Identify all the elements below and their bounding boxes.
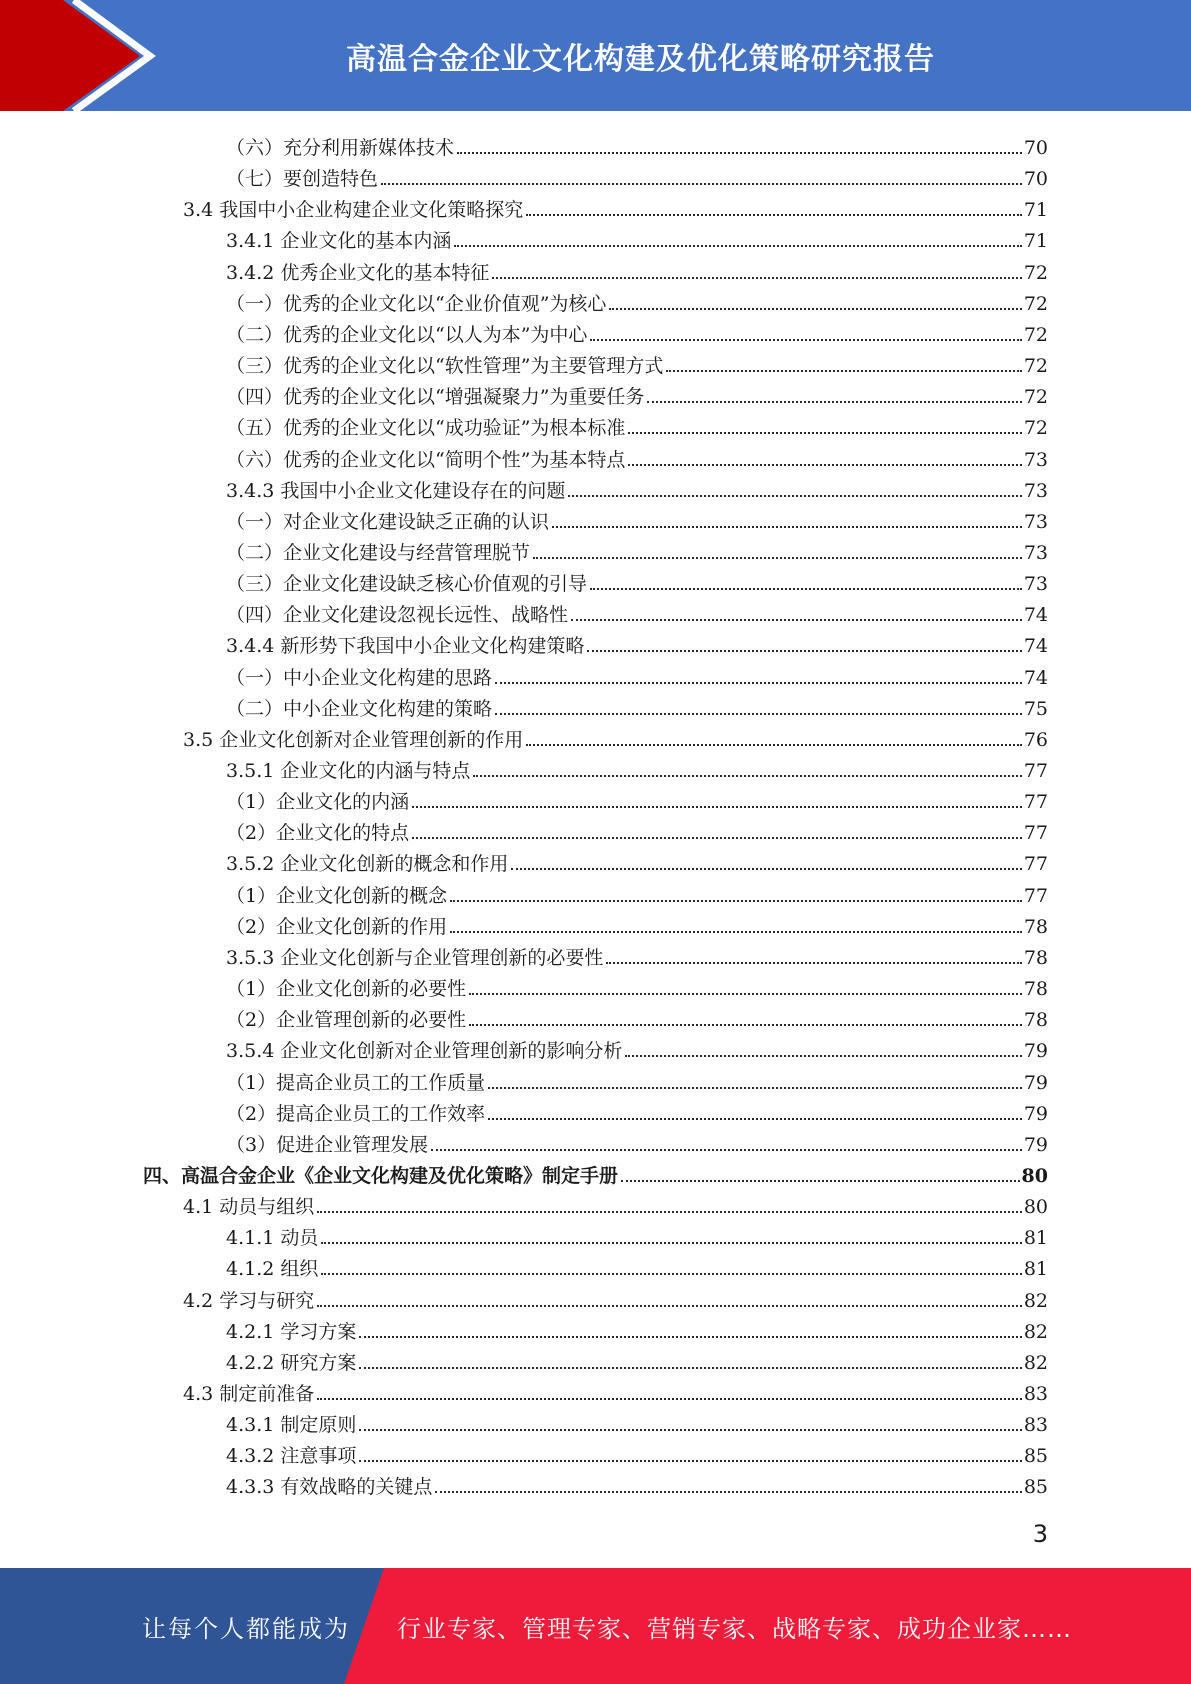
toc-entry[interactable] <box>0 346 1191 377</box>
toc-leader-dots <box>359 1459 1021 1462</box>
toc-entry-label: （四）优秀的企业文化以“增强凝聚力”为重要任务 <box>226 386 645 409</box>
toc-leader-dots <box>571 618 1022 621</box>
toc-entry[interactable] <box>0 440 1191 471</box>
toc-entry-page: 82 <box>1023 1289 1048 1312</box>
toc-entry-page: 73 <box>1023 541 1048 564</box>
toc-entry-page: 81 <box>1023 1227 1048 1250</box>
toc-entry-label: （一）中小企业文化构建的思路 <box>226 666 493 689</box>
toc-entry[interactable] <box>0 284 1191 315</box>
toc-leader-dots <box>647 400 1021 403</box>
toc-entry[interactable] <box>0 1000 1191 1031</box>
toc-entry-label: （1）提高企业员工的工作质量 <box>226 1071 486 1094</box>
toc-entry-page: 72 <box>1023 386 1048 409</box>
toc-entry[interactable] <box>0 533 1191 564</box>
toc-entry[interactable] <box>0 159 1191 190</box>
toc-entry-page: 71 <box>1023 199 1048 222</box>
toc-entry[interactable] <box>0 1125 1191 1156</box>
toc-entry-label: 4.3.1 制定原则 <box>226 1414 357 1437</box>
toc-entry-label: （2）提高企业员工的工作效率 <box>226 1102 486 1125</box>
toc-leader-dots <box>609 307 1021 310</box>
toc-entry-page: 85 <box>1023 1445 1048 1468</box>
toc-entry-label: 3.5.4 企业文化创新对企业管理创新的影响分析 <box>226 1040 623 1063</box>
toc-entry[interactable] <box>0 253 1191 284</box>
document-title: 高温合金企业文化构建及优化策略研究报告 <box>346 41 935 77</box>
toc-entry[interactable] <box>0 128 1191 159</box>
toc-entry-label: 4.3.3 有效战略的关键点 <box>226 1476 433 1499</box>
toc-entry-label: 4.3.2 注意事项 <box>226 1445 357 1468</box>
toc-entry[interactable] <box>0 844 1191 875</box>
toc-leader-dots <box>317 1397 1022 1400</box>
toc-entry-label: （1）企业文化创新的必要性 <box>226 978 467 1001</box>
toc-leader-dots <box>587 649 1021 652</box>
toc-leader-dots <box>469 992 1022 995</box>
toc-entry-page: 71 <box>1023 230 1048 253</box>
toc-leader-dots <box>495 712 1022 715</box>
toc-leader-dots <box>628 431 1021 434</box>
toc-leader-dots <box>495 681 1022 684</box>
toc-leader-dots <box>511 867 1021 870</box>
toc-entry[interactable] <box>0 471 1191 502</box>
toc-entry-label: （三）企业文化建设缺乏核心价值观的引导 <box>226 573 588 596</box>
toc-leader-dots <box>628 463 1021 466</box>
toc-entry-label: （2）企业文化的特点 <box>226 822 410 845</box>
toc-entry-label: 3.4.4 新形势下我国中小企业文化构建策略 <box>226 635 585 658</box>
toc-leader-dots <box>381 182 1022 185</box>
toc-entry[interactable] <box>0 907 1191 938</box>
toc-entry-label: （2）企业管理创新的必要性 <box>226 1009 467 1032</box>
toc-entry-page: 70 <box>1023 168 1048 191</box>
toc-entry-page: 77 <box>1023 760 1048 782</box>
toc-leader-dots <box>317 1304 1022 1307</box>
toc-entry-page: 77 <box>1023 822 1048 845</box>
toc-entry-label: （3）促进企业管理发展 <box>226 1133 429 1156</box>
toc-entry-page: 75 <box>1023 697 1048 720</box>
toc-entry-page: 72 <box>1023 292 1048 315</box>
toc-entry-label: 3.5.2 企业文化创新的概念和作用 <box>226 853 509 876</box>
toc-entry[interactable] <box>0 595 1191 626</box>
toc-entry-label: 4.1.1 动员 <box>226 1227 319 1250</box>
toc-entry-page: 72 <box>1023 261 1048 284</box>
toc-leader-dots <box>431 1148 1022 1151</box>
toc-entry[interactable] <box>0 751 1191 782</box>
footer-slogan-right: 行业专家、管理专家、营销专家、战略专家、成功企业家…… <box>397 1614 1072 1643</box>
toc-entry-page: 73 <box>1023 448 1048 471</box>
toc-entry[interactable] <box>0 1156 1191 1187</box>
toc-entry[interactable] <box>0 1312 1191 1343</box>
toc-entry-page: 70 <box>1023 137 1048 159</box>
toc-entry[interactable] <box>0 1343 1191 1374</box>
toc-leader-dots <box>450 899 1022 902</box>
toc-entry[interactable] <box>0 1436 1191 1467</box>
toc-entry-page: 74 <box>1023 666 1048 689</box>
page-header <box>0 0 1191 111</box>
toc-entry-label: 3.5.3 企业文化创新与企业管理创新的必要性 <box>226 946 604 969</box>
toc-entry-page: 74 <box>1023 604 1048 627</box>
toc-entry-page: 81 <box>1023 1258 1048 1281</box>
toc-entry-label: （四）企业文化建设忽视长远性、战略性 <box>226 604 569 627</box>
header-arrow-decoration <box>0 0 160 111</box>
toc-entry[interactable] <box>0 876 1191 907</box>
toc-entry[interactable] <box>0 1281 1191 1312</box>
toc-entry-page: 79 <box>1023 1040 1048 1063</box>
toc-entry-page: 79 <box>1023 1133 1048 1156</box>
toc-entry[interactable] <box>0 1218 1191 1249</box>
toc-entry-page: 72 <box>1023 417 1048 440</box>
toc-entry-label: （二）企业文化建设与经营管理脱节 <box>226 541 531 564</box>
toc-entry[interactable] <box>0 315 1191 346</box>
toc-leader-dots <box>435 1490 1021 1493</box>
toc-entry-label: 3.4 我国中小企业构建企业文化策略探究 <box>183 199 524 222</box>
toc-leader-dots <box>469 1023 1022 1026</box>
toc-entry-page: 85 <box>1023 1476 1048 1499</box>
toc-entry[interactable] <box>0 1187 1191 1218</box>
toc-entry[interactable] <box>0 564 1191 595</box>
toc-entry-label: （七）要创造特色 <box>226 168 379 191</box>
toc-leader-dots <box>621 1179 1020 1182</box>
toc-entry-page: 76 <box>1023 728 1048 751</box>
toc-leader-dots <box>450 930 1022 933</box>
toc-entry-label: 4.2.1 学习方案 <box>226 1320 357 1343</box>
toc-entry-label: 3.4.1 企业文化的基本内涵 <box>226 230 452 253</box>
toc-entry-label: 4.3 制定前准备 <box>183 1383 315 1405</box>
toc-leader-dots <box>473 774 1021 777</box>
toc-entry-label: （三）优秀的企业文化以“软性管理”为主要管理方式 <box>226 355 664 378</box>
toc-entry-label: （1）企业文化创新的概念 <box>226 884 448 907</box>
toc-leader-dots <box>412 836 1022 839</box>
toc-leader-dots <box>488 1086 1022 1089</box>
toc-entry[interactable] <box>0 969 1191 1000</box>
toc-entry-label: 四、高温合金企业《企业文化构建及优化策略》制定手册 <box>143 1164 619 1187</box>
toc-entry-page: 72 <box>1023 323 1048 346</box>
toc-leader-dots <box>321 1241 1021 1244</box>
toc-entry[interactable] <box>0 502 1191 533</box>
toc-entry-label: （六）充分利用新媒体技术 <box>226 137 455 159</box>
toc-leader-dots <box>359 1366 1021 1369</box>
toc-entry-page: 82 <box>1023 1320 1048 1343</box>
toc-entry[interactable] <box>0 408 1191 439</box>
toc-leader-dots <box>590 338 1021 341</box>
toc-entry-label: 3.4.2 优秀企业文化的基本特征 <box>226 261 490 284</box>
toc-entry[interactable] <box>0 377 1191 408</box>
toc-entry-label: （一）优秀的企业文化以“企业价值观”为核心 <box>226 292 607 315</box>
toc-leader-dots <box>552 525 1022 528</box>
toc-leader-dots <box>457 151 1022 154</box>
toc-entry-label: （二）中小企业文化构建的策略 <box>226 697 493 720</box>
toc-entry-label: （六）优秀的企业文化以“简明个性”为基本特点 <box>226 448 626 471</box>
toc-entry-label: 4.1 动员与组织 <box>183 1196 315 1219</box>
toc-entry[interactable] <box>0 1405 1191 1436</box>
toc-entry-label: 3.4.3 我国中小企业文化建设存在的问题 <box>226 479 566 502</box>
toc-leader-dots <box>454 244 1021 247</box>
toc-entry-label: （1）企业文化的内涵 <box>226 791 410 814</box>
toc-leader-dots <box>526 213 1022 216</box>
toc-entry-page: 82 <box>1023 1351 1048 1374</box>
toc-leader-dots <box>666 369 1021 372</box>
toc-entry[interactable] <box>0 190 1191 221</box>
toc-leader-dots <box>606 961 1021 964</box>
page-number: 3 <box>1032 1520 1048 1548</box>
toc-leader-dots <box>412 805 1022 808</box>
toc-leader-dots <box>533 556 1022 559</box>
toc-entry-label: 4.1.2 组织 <box>226 1258 319 1281</box>
toc-entry[interactable] <box>0 1063 1191 1094</box>
toc-entry-label: （二）优秀的企业文化以“以人为本”为中心 <box>226 323 588 346</box>
toc-entry-page: 78 <box>1023 915 1048 938</box>
toc-leader-dots <box>359 1428 1021 1431</box>
toc-entry-label: 3.5 企业文化创新对企业管理创新的作用 <box>183 728 524 751</box>
toc-entry-page: 80 <box>1023 1196 1048 1219</box>
toc-entry-page: 78 <box>1023 978 1048 1001</box>
toc-entry[interactable] <box>0 1249 1191 1280</box>
toc-entry[interactable] <box>0 658 1191 689</box>
toc-entry-page: 72 <box>1023 355 1048 378</box>
toc-entry-label: （2）企业文化创新的作用 <box>226 915 448 938</box>
toc-entry-page: 73 <box>1023 573 1048 596</box>
toc-leader-dots <box>526 743 1022 746</box>
toc-leader-dots <box>568 494 1021 497</box>
toc-entry-page: 79 <box>1023 1071 1048 1094</box>
toc-entry[interactable] <box>0 1467 1191 1498</box>
toc-entry-page: 73 <box>1023 510 1048 533</box>
page-footer <box>0 1568 1191 1684</box>
toc-entry-label: 4.2.2 研究方案 <box>226 1351 357 1374</box>
toc-entry-label: （一）对企业文化建设缺乏正确的认识 <box>226 510 550 533</box>
toc-leader-dots <box>321 1272 1021 1275</box>
toc-entry-page: 74 <box>1023 635 1048 658</box>
toc-entry[interactable] <box>0 1094 1191 1125</box>
toc-entry-label: （五）优秀的企业文化以“成功验证”为根本标准 <box>226 417 626 440</box>
toc-entry[interactable] <box>0 938 1191 969</box>
toc-entry[interactable] <box>0 720 1191 751</box>
toc-entry-page: 73 <box>1023 479 1048 502</box>
toc-entry-label: 4.2 学习与研究 <box>183 1289 315 1312</box>
toc-entry-page: 77 <box>1023 884 1048 907</box>
toc-entry-page: 78 <box>1023 1009 1048 1032</box>
toc-leader-dots <box>492 276 1021 279</box>
toc-entry-page: 79 <box>1023 1102 1048 1125</box>
toc-entry[interactable] <box>0 1374 1191 1405</box>
toc-entry-page: 77 <box>1023 791 1048 814</box>
toc-entry[interactable] <box>0 626 1191 657</box>
toc-leader-dots <box>488 1117 1022 1120</box>
toc-leader-dots <box>625 1054 1021 1057</box>
toc-leader-dots <box>590 587 1022 590</box>
toc-entry[interactable] <box>0 689 1191 720</box>
toc-entry-page: 77 <box>1023 853 1048 876</box>
toc-entry[interactable] <box>0 782 1191 813</box>
toc-entry[interactable] <box>0 813 1191 844</box>
toc-entry-page: 78 <box>1023 946 1048 969</box>
toc-entry-label: 3.5.1 企业文化的内涵与特点 <box>226 760 471 782</box>
footer-slogan-left: 让每个人都能成为 <box>142 1614 350 1643</box>
toc-leader-dots <box>317 1210 1022 1213</box>
toc-entry-page: 83 <box>1023 1414 1048 1437</box>
toc-entry-page: 80 <box>1021 1164 1048 1187</box>
toc-entry[interactable] <box>0 221 1191 252</box>
toc-leader-dots <box>359 1335 1021 1338</box>
toc-entry[interactable] <box>0 1031 1191 1062</box>
toc-entry-page: 83 <box>1023 1383 1048 1405</box>
